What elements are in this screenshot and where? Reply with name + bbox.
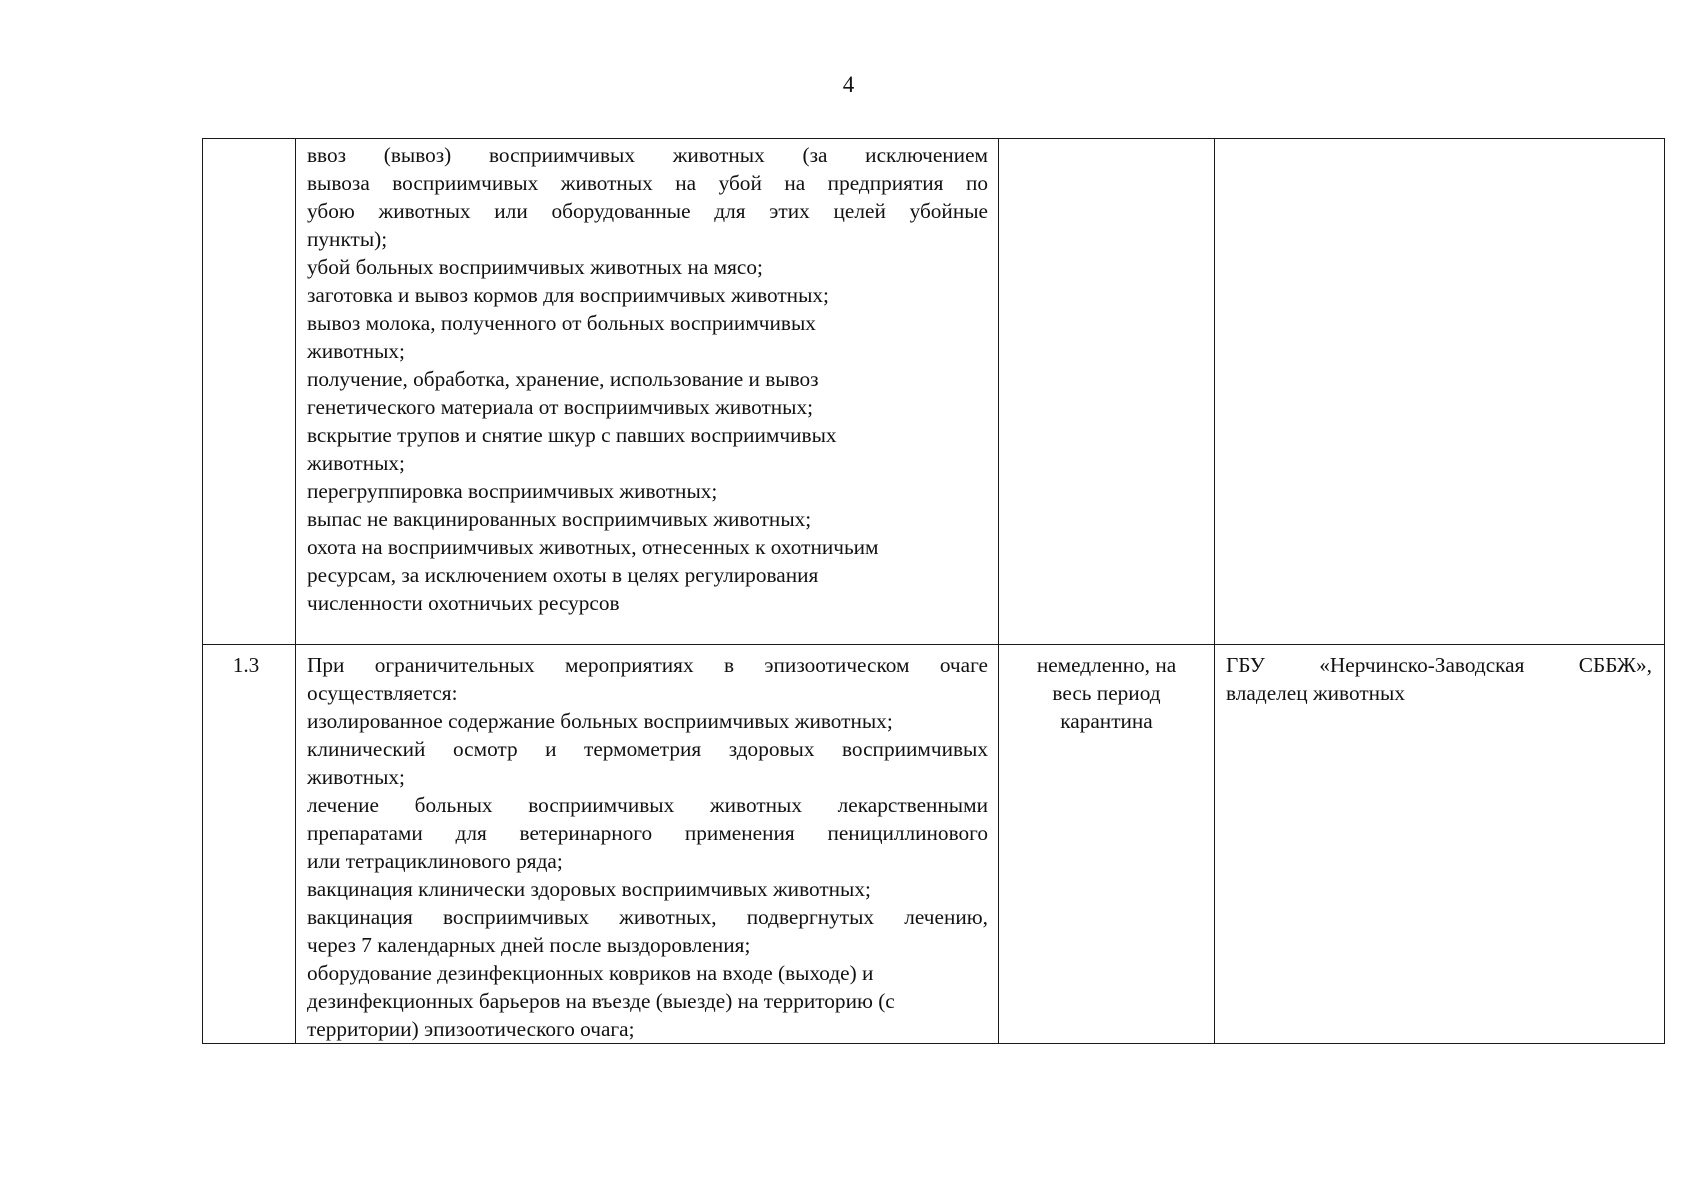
text-line: При ограничительных мероприятиях в эпизоотическом очаге xyxy=(307,653,988,677)
term-cell xyxy=(999,139,1215,645)
text-line: генетического материала от восприимчивых животных; xyxy=(307,395,814,419)
text-line: вывоза восприимчивых животных на убой на предприятия по xyxy=(307,171,988,195)
text-line: лечение больных восприимчивых животных лекарственными xyxy=(307,793,988,817)
text-line: вакцинация восприимчивых животных, подвергнутых лечению, xyxy=(307,905,988,929)
text-line: карантина xyxy=(1060,709,1153,733)
term-cell xyxy=(999,645,1215,1044)
text-line: изолированное содержание больных восприимчивых животных; xyxy=(307,709,893,733)
row-number-cell xyxy=(203,139,296,645)
text-line: выпас не вакцинированных восприимчивых животных; xyxy=(307,507,812,531)
measure-text-cell xyxy=(296,645,999,1044)
text-line: осуществляется: xyxy=(307,681,458,705)
text-line: пункты); xyxy=(307,227,388,251)
text-line: или тетрациклинового ряда; xyxy=(307,849,563,873)
text-line: охота на восприимчивых животных, отнесенных к охотничьим xyxy=(307,535,879,559)
responsible-cell xyxy=(1215,139,1665,645)
text-line: оборудование дезинфекционных ковриков на входе (выходе) и xyxy=(307,961,874,985)
text-line: ресурсам, за исключением охоты в целях регулирования xyxy=(307,563,819,587)
text-line: ввоз (вывоз) восприимчивых животных (за исключением xyxy=(307,143,988,167)
measures-table xyxy=(202,138,1665,1044)
text-line: владелец животных xyxy=(1226,681,1405,705)
text-line: весь период xyxy=(1052,681,1161,705)
text-line: клинический осмотр и термометрия здоровых восприимчивых xyxy=(307,737,988,761)
measure-text-cell xyxy=(296,139,999,645)
text-line: немедленно, на xyxy=(1036,653,1177,677)
row-number: 1.3 xyxy=(232,653,260,677)
page-number: 4 xyxy=(842,72,855,97)
text-line: численности охотничьих ресурсов xyxy=(307,591,620,615)
text-line: животных; xyxy=(307,339,405,363)
responsible-cell xyxy=(1215,645,1665,1044)
text-line: убою животных или оборудованные для этих целей убойные xyxy=(307,199,988,223)
row-number-cell xyxy=(203,645,296,1044)
text-line: животных; xyxy=(307,765,405,789)
text-line: убой больных восприимчивых животных на мясо; xyxy=(307,255,763,279)
table-row xyxy=(203,645,1665,1044)
text-line: вакцинация клинически здоровых восприимчивых животных; xyxy=(307,877,871,901)
text-line: ГБУ «Нерчинско-Заводская СББЖ», xyxy=(1226,653,1652,677)
text-line: территории) эпизоотического очага; xyxy=(307,1017,635,1041)
table-row xyxy=(203,139,1665,645)
text-line: заготовка и вывоз кормов для восприимчивых животных; xyxy=(307,283,829,307)
text-line: получение, обработка, хранение, использование и вывоз xyxy=(307,367,819,391)
text-line: вскрытие трупов и снятие шкур с павших восприимчивых xyxy=(307,423,837,447)
text-line: вывоз молока, полученного от больных восприимчивых xyxy=(307,311,816,335)
text-line: дезинфекционных барьеров на въезде (выезде) на территорию (с xyxy=(307,989,895,1013)
text-line: перегруппировка восприимчивых животных; xyxy=(307,479,718,503)
text-line: животных; xyxy=(307,451,405,475)
text-line: препаратами для ветеринарного применения пенициллинового xyxy=(307,821,988,845)
text-line: через 7 календарных дней после выздоровления; xyxy=(307,933,751,957)
